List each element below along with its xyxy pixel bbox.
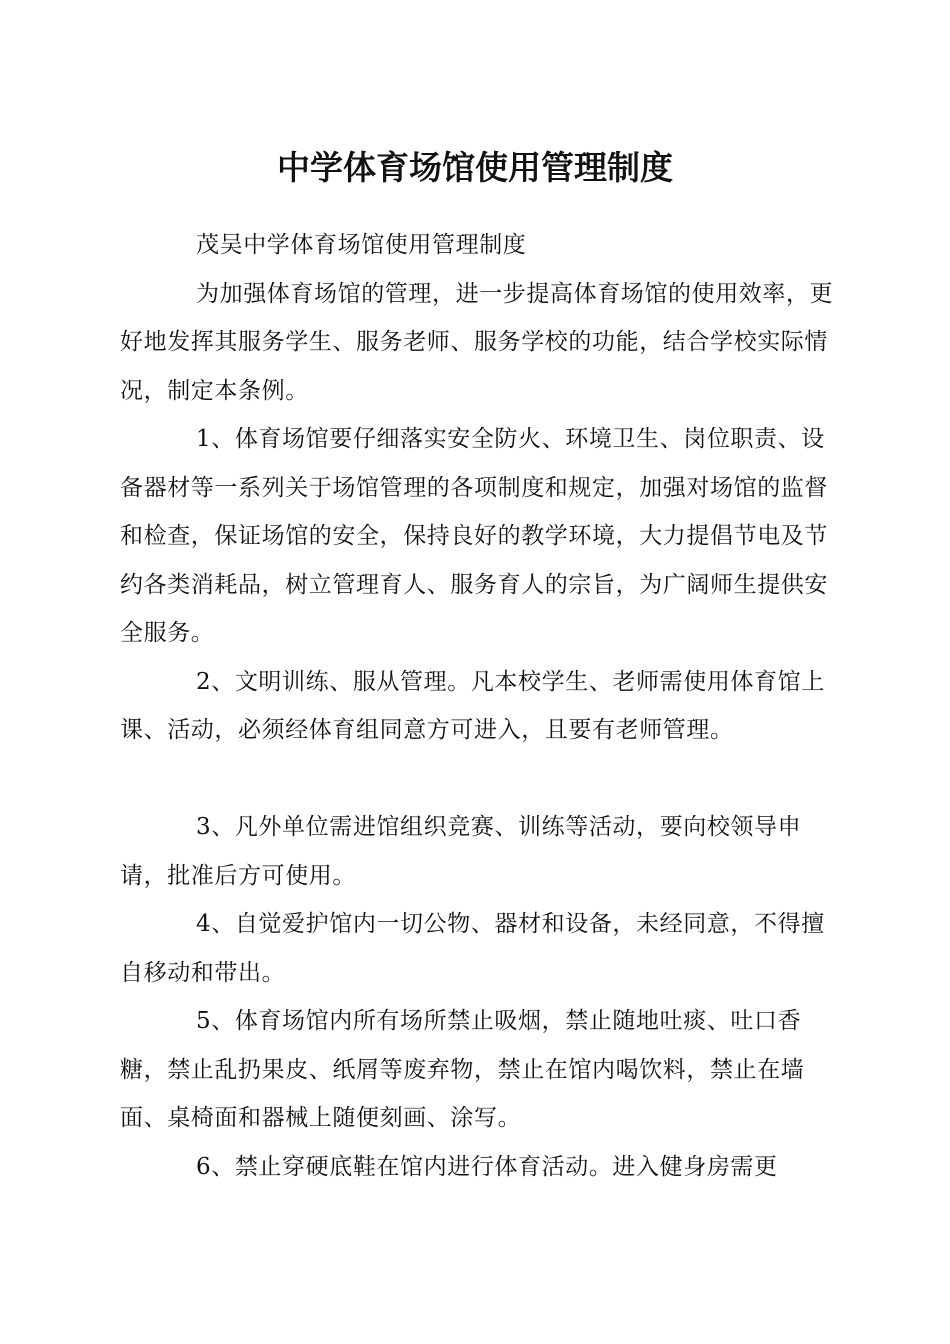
paragraph-rule-2: 2、文明训练、服从管理。凡本校学生、老师需使用体育馆上课、活动，必须经体育组同意方可进入，且要有老师管理。 bbox=[120, 668, 825, 743]
paragraph-rule-5: 5、体育场馆内所有场所禁止吸烟，禁止随地吐痰、吐口香糖，禁止乱扔果皮、纸屑等废弃物，禁止在馆内喝饮料，禁止在墙面、桌椅面和器械上随便刻画、涂写。 bbox=[120, 1008, 805, 1131]
paragraph-intro: 为加强体育场馆的管理，进一步提高体育场馆的使用效率，更好地发挥其服务学生、服务老师、服务学校的功能，结合学校实际情况，制定本条例。 bbox=[120, 280, 834, 404]
paragraph-school-name: 茂吴中学体育场馆使用管理制度 bbox=[196, 232, 527, 258]
document-body bbox=[120, 221, 840, 1191]
document-title: 中学体育场馆使用管理制度 bbox=[277, 148, 673, 187]
paragraph-rule-3: 3、凡外单位需进馆组织竞赛、训练等活动，要向校领导申请，批准后方可使用。 bbox=[120, 814, 802, 889]
paragraph-rule-1: 1、体育场馆要仔细落实安全防火、环境卫生、岗位职责、设备器材等一系列关于场馆管理的各项制度和规定，加强对场馆的监督和检查，保证场馆的安全，保持良好的教学环境，大力提倡节电及节约各类消耗品，树立管理育人、服务育人的宗旨，为广阔师生提供安全服务。 bbox=[120, 426, 828, 646]
paragraph-rule-6: 6、禁止穿硬底鞋在馆内进行体育活动。进入健身房需更 bbox=[196, 1153, 778, 1180]
blank-line bbox=[120, 755, 840, 804]
paragraph-rule-4: 4、自觉爱护馆内一切公物、器材和设备，未经同意，不得擅自移动和带出。 bbox=[120, 911, 825, 986]
